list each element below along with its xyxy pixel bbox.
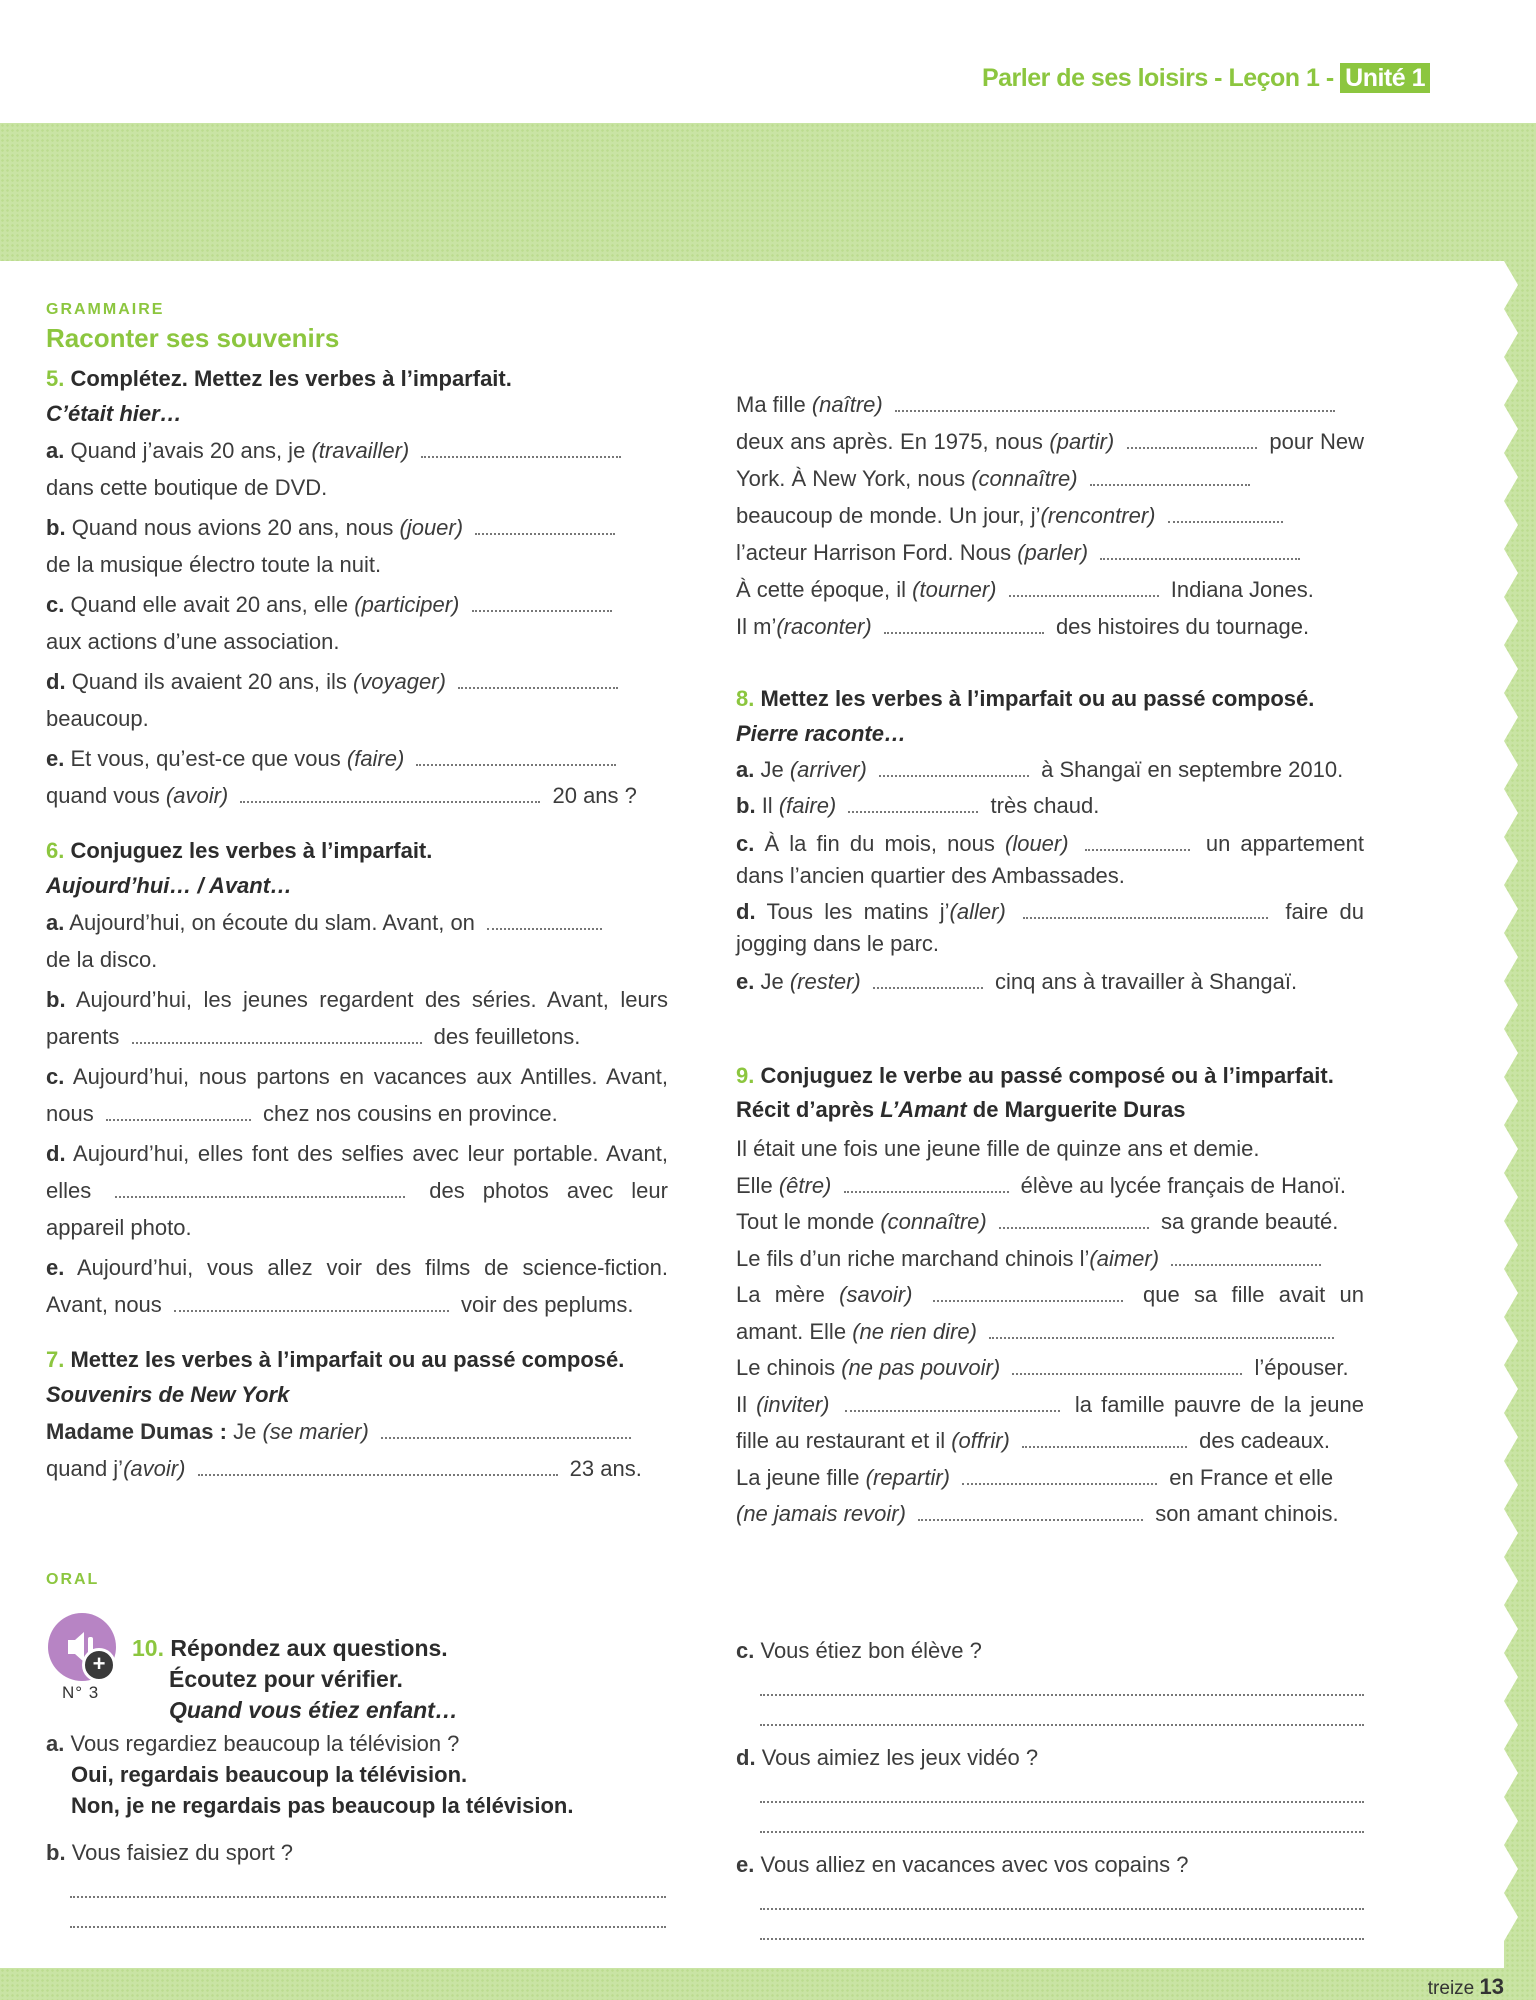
item-text: beaucoup. <box>46 706 149 731</box>
verb-hint: (avoir) <box>123 1456 186 1481</box>
answer-blank[interactable] <box>416 764 616 766</box>
exercise-subtitle: Quand vous étiez enfant… <box>169 1697 458 1723</box>
verb-hint: (aimer) <box>1089 1245 1160 1271</box>
item-text: Quand ils avaient 20 ans, ils <box>71 669 347 694</box>
item-letter: a. <box>46 910 65 935</box>
answer-blank[interactable] <box>933 1300 1123 1302</box>
item-text: Indiana Jones. <box>1170 577 1314 602</box>
answer-blank[interactable] <box>845 1410 1060 1412</box>
answer-blank[interactable] <box>1168 521 1283 523</box>
item-text: l’acteur Harrison Ford. Nous <box>736 540 1012 565</box>
item-text: en France et elle <box>1169 1464 1334 1490</box>
item-text: la famille pauvre de la jeune fille au restaurant et il <box>736 1391 1364 1453</box>
item-text: voir des peplums. <box>461 1292 634 1317</box>
item-text: Tout le monde <box>736 1209 875 1234</box>
item-text: son amant chinois. <box>1155 1501 1339 1526</box>
item-text: des cadeaux. <box>1199 1428 1331 1453</box>
item-text: faire du jogging dans le parc. <box>736 899 1364 956</box>
item-letter: b. <box>46 1840 66 1865</box>
exercise-10-title <box>132 1633 458 1726</box>
verb-hint: (avoir) <box>165 783 229 808</box>
item-text: La mère <box>736 1282 825 1307</box>
verb-hint: (faire) <box>778 793 837 818</box>
book-title: L’Amant <box>880 1097 967 1122</box>
item-letter: a. <box>46 438 65 463</box>
item-text: Ma fille <box>736 392 806 417</box>
exercise-instruction: Mettez les verbes à l’imparfait ou au passé composé. <box>760 686 1315 711</box>
answer-blank[interactable] <box>1100 558 1300 560</box>
exercise-8 <box>736 682 1364 1000</box>
answer-blank[interactable] <box>873 987 983 989</box>
page-word: treize <box>1427 1978 1475 1999</box>
exercise-5-subtitle: C’était hier… <box>46 401 182 426</box>
answer-line[interactable] <box>760 1696 1364 1726</box>
verb-hint: (arriver) <box>789 757 867 782</box>
item-letter: d. <box>46 1141 66 1166</box>
verb-hint: (être) <box>778 1172 832 1198</box>
exercise-instruction: Écoutez pour vérifier. <box>169 1666 403 1692</box>
exercise-7-continuation <box>736 386 1364 645</box>
exercise-5-title <box>46 362 668 396</box>
exercise-6-item-e <box>46 1249 668 1323</box>
answer-blank[interactable] <box>421 456 621 458</box>
item-letter: a. <box>736 757 755 782</box>
answer-blank[interactable] <box>989 1337 1334 1339</box>
verb-hint: (jouer) <box>399 515 464 540</box>
answer-blank[interactable] <box>1012 1373 1242 1375</box>
question-e <box>736 1849 1364 1880</box>
page-number <box>1428 1974 1504 2000</box>
answer-yes: Oui, regardais beaucoup la télévision. <box>71 1762 468 1787</box>
answer-blank[interactable] <box>1009 595 1159 597</box>
answer-blank[interactable] <box>106 1119 251 1121</box>
answer-line[interactable] <box>760 1773 1364 1803</box>
item-text: Il <box>761 793 773 818</box>
verb-hint: (offrir) <box>951 1428 1010 1453</box>
item-text: Quand j’avais 20 ans, je <box>70 438 306 463</box>
exercise-9-subtitle <box>736 1093 1364 1127</box>
exercise-6-subtitle: Aujourd’hui… / Avant… <box>46 873 293 898</box>
exercise-number: 6. <box>46 838 65 863</box>
verb-hint: (rencontrer) <box>1040 503 1156 528</box>
item-letter: c. <box>736 1638 755 1663</box>
item-text: des histoires du tournage. <box>1055 614 1310 639</box>
verb-hint: (parler) <box>1017 540 1089 565</box>
answer-blank[interactable] <box>1085 849 1190 851</box>
unit-badge: Unité 1 <box>1340 63 1430 93</box>
verb-hint: (rester) <box>789 969 861 994</box>
answer-line[interactable] <box>760 1880 1364 1910</box>
verb-hint: (ne jamais revoir) <box>736 1501 906 1526</box>
item-letter: c. <box>46 1064 65 1089</box>
question-text: Vous regardiez beaucoup la télévision ? <box>70 1731 460 1756</box>
item-text: Aujourd’hui, elles font des selfies avec leur portable. Avant, elles <box>46 1141 669 1203</box>
exercise-6-title <box>46 834 668 868</box>
question-c <box>736 1635 1364 1666</box>
answer-blank[interactable] <box>475 533 615 535</box>
exercise-8-subtitle: Pierre raconte… <box>736 721 906 746</box>
item-text: 23 ans. <box>569 1456 642 1481</box>
answer-line[interactable] <box>70 1868 666 1898</box>
lesson-title: Parler de ses loisirs - Leçon 1 - <box>981 64 1334 92</box>
item-text: quand j’ <box>46 1456 124 1481</box>
item-text: aux actions d’une association. <box>46 629 340 654</box>
item-text: que sa fille avait un amant. Elle <box>736 1282 1364 1344</box>
exercise-6-item-b <box>46 981 668 1055</box>
answer-blank[interactable] <box>472 610 612 612</box>
item-text: Le fils d’un riche marchand chinois l’ <box>736 1245 1090 1271</box>
item-letter: d. <box>736 1745 756 1770</box>
item-text: 20 ans ? <box>552 783 637 808</box>
answer-blank[interactable] <box>879 775 1029 777</box>
exercise-9-title <box>736 1059 1364 1093</box>
answer-blank[interactable] <box>1127 447 1257 449</box>
item-text: sa grande beauté. <box>1160 1209 1339 1234</box>
item-letter: b. <box>736 793 756 818</box>
exercise-5-item-d <box>46 663 668 737</box>
question-text: Vous alliez en vacances avec vos copains ? <box>760 1852 1189 1877</box>
item-text: Aujourd’hui, vous allez voir des films de science-fiction. Avant, nous <box>46 1255 668 1317</box>
item-text: quand vous <box>46 783 160 808</box>
exercise-9-text <box>736 1131 1364 1533</box>
verb-hint: (voyager) <box>352 669 446 694</box>
answer-line[interactable] <box>760 1666 1364 1696</box>
exercise-6-item-a <box>46 904 668 978</box>
item-letter: b. <box>46 515 66 540</box>
verb-hint: (naître) <box>811 392 883 417</box>
item-text: des feuilletons. <box>433 1024 581 1049</box>
answer-blank[interactable] <box>458 687 618 689</box>
answer-line[interactable] <box>70 1898 666 1928</box>
verb-hint: (ne rien dire) <box>852 1318 977 1344</box>
answer-line[interactable] <box>760 1803 1364 1833</box>
section-label-grammaire: GRAMMAIRE <box>46 301 165 318</box>
exercise-8-item-e <box>736 964 1364 1000</box>
verb-hint: (faire) <box>346 746 405 771</box>
exercise-5-item-e <box>46 740 668 814</box>
answer-blank[interactable] <box>132 1042 422 1044</box>
item-text: Je <box>760 757 784 782</box>
item-text: La jeune fille <box>736 1464 860 1490</box>
exercise-10-right <box>736 1635 1364 1940</box>
exercise-8-item-b <box>736 788 1364 824</box>
page-digit: 13 <box>1479 1974 1504 1999</box>
item-letter: a. <box>46 1731 65 1756</box>
item-text: des photos avec leur appareil photo. <box>46 1178 668 1240</box>
exercise-6-item-d <box>46 1135 668 1246</box>
answer-blank[interactable] <box>1171 1264 1321 1266</box>
item-text: Aujourd’hui, nous partons en vacances aux Antilles. Avant, nous <box>46 1064 668 1126</box>
section-label-oral: ORAL <box>46 1571 100 1588</box>
answer-blank[interactable] <box>487 928 602 930</box>
question-text: Vous aimiez les jeux vidéo ? <box>761 1745 1039 1770</box>
exercise-9 <box>736 1059 1364 1533</box>
item-text: Je <box>233 1419 257 1444</box>
exercise-number: 5. <box>46 366 65 391</box>
item-text: Le chinois <box>736 1355 836 1380</box>
subtitle-text: de Marguerite Duras <box>972 1097 1186 1122</box>
question-a <box>46 1728 666 1759</box>
speaker-label: Madame Dumas : <box>46 1419 227 1444</box>
item-text: dans cette boutique de DVD. <box>46 475 328 500</box>
page-header <box>982 64 1430 93</box>
answer-blank[interactable] <box>999 1227 1149 1229</box>
verb-hint: (louer) <box>1005 831 1069 856</box>
item-text: Il était une fois une jeune fille de quinze ans et demie. <box>736 1136 1260 1161</box>
exercise-8-item-d <box>736 896 1364 960</box>
answer-blank[interactable] <box>198 1474 558 1476</box>
verb-hint: (travailler) <box>311 438 410 463</box>
exercise-5-item-a <box>46 432 668 506</box>
question-b <box>46 1837 666 1868</box>
exercise-5-item-b <box>46 509 668 583</box>
header-band <box>0 123 1536 261</box>
item-letter: d. <box>46 669 66 694</box>
item-text: Je <box>760 969 784 994</box>
item-text: un appartement dans l’ancien quartier des Ambassades. <box>736 831 1364 888</box>
exercise-7-title <box>46 1343 668 1377</box>
item-letter: c. <box>736 831 755 856</box>
verb-hint: (savoir) <box>839 1282 913 1307</box>
exercise-number: 7. <box>46 1347 65 1372</box>
verb-hint: (connaître) <box>880 1209 987 1234</box>
answer-blank[interactable] <box>962 1483 1157 1485</box>
audio-track-number: N° 3 <box>62 1683 100 1702</box>
verb-hint: (raconter) <box>776 614 872 639</box>
item-text: Il m’ <box>736 614 777 639</box>
item-text: Il <box>736 1391 747 1417</box>
answer-blank[interactable] <box>848 811 978 813</box>
question-text: Vous faisiez du sport ? <box>71 1840 294 1865</box>
item-text: chez nos cousins en province. <box>262 1101 558 1126</box>
item-text: deux ans après. En 1975, nous <box>736 429 1043 454</box>
verb-hint: (ne pas pouvoir) <box>841 1355 1001 1380</box>
exercise-number: 8. <box>736 686 755 711</box>
item-text: très chaud. <box>990 793 1100 818</box>
item-text: beaucoup de monde. Un jour, j’ <box>736 503 1041 528</box>
footer-band <box>0 1968 1536 2000</box>
item-text: à Shangaï en septembre 2010. <box>1041 757 1344 782</box>
verb-hint: (repartir) <box>865 1464 951 1490</box>
item-text: À la fin du mois, nous <box>764 831 995 856</box>
answer-blank[interactable] <box>895 410 1335 412</box>
exercise-8-title <box>736 682 1364 716</box>
item-text: élève au lycée français de Hanoï. <box>1020 1172 1346 1198</box>
item-letter: e. <box>46 1255 65 1280</box>
exercise-8-item-c <box>736 828 1364 892</box>
item-text: pour New York. À New York, nous <box>736 429 1364 491</box>
exercise-instruction: Conjuguez les verbes à l’imparfait. <box>70 838 433 863</box>
item-text: Et vous, qu’est-ce que vous <box>70 746 341 771</box>
left-column <box>46 300 668 1487</box>
verb-hint: (inviter) <box>756 1391 830 1417</box>
exercise-6-item-c <box>46 1058 668 1132</box>
item-text: l’épouser. <box>1254 1355 1349 1380</box>
answer-blank[interactable] <box>884 632 1044 634</box>
exercise-7-subtitle: Souvenirs de New York <box>46 1382 290 1407</box>
item-text: Quand elle avait 20 ans, elle <box>70 592 349 617</box>
zigzag-edge <box>1490 261 1536 1968</box>
answer-blank[interactable] <box>381 1437 631 1439</box>
exercise-instruction: Conjuguez le verbe au passé composé ou à l’imparfait. <box>760 1063 1334 1088</box>
answer-blank[interactable] <box>1090 484 1250 486</box>
answer-blank[interactable] <box>1023 917 1268 919</box>
plus-icon: + <box>82 1648 116 1682</box>
exercise-number: 9. <box>736 1063 755 1088</box>
item-letter: b. <box>46 987 66 1012</box>
item-letter: e. <box>736 969 755 994</box>
question-d <box>736 1742 1364 1773</box>
exercise-7-cont <box>736 386 1364 645</box>
item-letter: c. <box>46 592 65 617</box>
item-text: Aujourd’hui, les jeunes regardent des séries. Avant, leurs parents <box>46 987 669 1049</box>
section-title: Raconter ses souvenirs <box>46 323 340 353</box>
answer-blank[interactable] <box>240 801 540 803</box>
exercise-instruction: Mettez les verbes à l’imparfait ou au passé composé. <box>70 1347 625 1372</box>
answer-blank[interactable] <box>918 1519 1143 1521</box>
verb-hint: (aller) <box>949 899 1006 924</box>
verb-hint: (se marier) <box>262 1419 369 1444</box>
question-text: Vous étiez bon élève ? <box>760 1638 982 1663</box>
item-text: de la musique électro toute la nuit. <box>46 552 382 577</box>
answer-line[interactable] <box>760 1910 1364 1940</box>
verb-hint: (tourner) <box>912 577 997 602</box>
item-text: cinq ans à travailler à Shangaï. <box>995 969 1298 994</box>
verb-hint: (partir) <box>1049 429 1115 454</box>
verb-hint: (connaître) <box>971 466 1078 491</box>
exercise-instruction: Complétez. Mettez les verbes à l’imparfait. <box>70 366 512 391</box>
exercise-number: 10. <box>132 1635 164 1661</box>
item-text: Aujourd’hui, on écoute du slam. Avant, on <box>69 910 475 935</box>
item-letter: e. <box>46 746 65 771</box>
answer-blank[interactable] <box>1022 1446 1187 1448</box>
answer-blank[interactable] <box>844 1191 1009 1193</box>
item-text: de la disco. <box>46 947 158 972</box>
item-letter: e. <box>736 1852 755 1877</box>
item-text: Elle <box>736 1172 773 1198</box>
item-text: À cette époque, il <box>736 577 907 602</box>
answer-no: Non, je ne regardais pas beaucoup la télévision. <box>71 1793 574 1818</box>
verb-hint: (participer) <box>354 592 460 617</box>
exercise-7-text <box>46 1413 668 1487</box>
item-text: Quand nous avions 20 ans, nous <box>71 515 394 540</box>
exercise-8-item-a <box>736 752 1364 788</box>
exercise-5-item-c <box>46 586 668 660</box>
subtitle-text: Récit d’après <box>736 1097 875 1122</box>
exercise-instruction: Répondez aux questions. <box>170 1635 448 1661</box>
answer-blank[interactable] <box>174 1310 449 1312</box>
item-text: Tous les matins j’ <box>766 899 950 924</box>
answer-blank[interactable] <box>115 1196 405 1198</box>
item-letter: d. <box>736 899 756 924</box>
exercise-10-left <box>46 1728 666 1928</box>
